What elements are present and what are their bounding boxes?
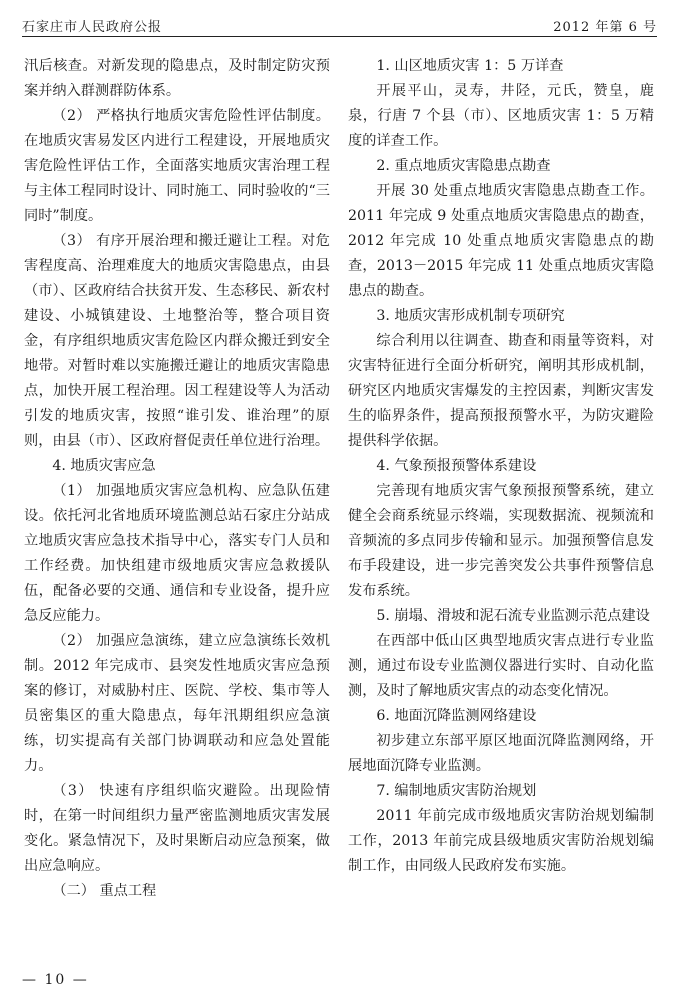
header-divider [22, 36, 657, 37]
paragraph: 汛后核查。对新发现的隐患点，及时制定防灾预案并纳入群测群防体系。 [24, 58, 330, 99]
section-heading: （二） 重点工程 [52, 883, 157, 899]
paragraph: 2011 年前完成市级地质灾害防治规划编制工作，2013 年前完成县级地质灾害防治规划编制工作，由同级人民政府发布实施。 [348, 808, 654, 874]
paragraph: 开展 30 处重点地质灾害隐患点勘查工作。2011 年完成 9 处重点地质灾害隐患点的勘查，2012 年完成 10 处重点地质灾害隐患点的勘查，2013－2015 年完成 11 处重点地质灾害隐患点的勘查。 [348, 183, 654, 299]
page-number: — 10 — [22, 972, 89, 988]
section-heading: 5. 崩塌、滑坡和泥石流专业监测示范点建设 [376, 608, 650, 624]
section-heading: 1. 山区地质灾害 1：5 万详查 [376, 58, 564, 74]
paragraph: 在西部中低山区典型地质灾害点进行专业监测，通过布设专业监测仪器进行实时、自动化监测，及时了解地质灾害点的动态变化情况。 [348, 633, 654, 699]
right-column [348, 54, 654, 879]
issue-label: 2012 年第 6 号 [553, 20, 657, 35]
section-heading: 3. 地质灾害形成机制专项研究 [376, 308, 565, 324]
paragraph: （2） 严格执行地质灾害危险性评估制度。在地质灾害易发区内进行工程建设，开展地质灾害危险性评估工作，全面落实地质灾害治理工程与主体工程同时设计、同时施工、同时验收的“三同时”制度。 [24, 108, 330, 224]
paragraph: 综合利用以往调查、勘查和雨量等资料，对灾害特征进行全面分析研究，阐明其形成机制，研究区内地质灾害爆发的主控因素，判断灾害发生的临界条件，提高预报预警水平，为防灾避险提供科学依据。 [348, 333, 654, 449]
paragraph: 完善现有地质灾害气象预报预警系统，建立健全会商系统显示终端，实现数据流、视频流和音频流的多点同步传输和显示。加强预警信息发布手段建设，进一步完善突发公共事件预警信息发布系统。 [348, 483, 654, 599]
section-heading: 6. 地面沉降监测网络建设 [376, 708, 537, 724]
left-column [24, 54, 330, 904]
section-heading: 7. 编制地质灾害防治规划 [376, 783, 537, 799]
paragraph: （3） 快速有序组织临灾避险。出现险情时，在第一时间组织力量严密监测地质灾害发展变化。紧急情况下，及时果断启动应急预案，做出应急响应。 [24, 783, 330, 874]
section-heading: 4. 地质灾害应急 [52, 458, 156, 474]
publication-title: 石家庄市人民政府公报 [22, 20, 163, 35]
section-heading: 4. 气象预报预警体系建设 [376, 458, 537, 474]
paragraph: （2） 加强应急演练，建立应急演练长效机制。2012 年完成市、县突发性地质灾害应急预案的修订，对威胁村庄、医院、学校、集市等人员密集区的重大隐患点，每年汛期组织应急演练，切实提高有关部门协调联动和应急处置能力。 [24, 633, 330, 774]
paragraph: （3） 有序开展治理和搬迁避让工程。对危害程度高、治理难度大的地质灾害隐患点，由县（市）、区政府结合扶贫开发、生态移民、新农村建设、小城镇建设、土地整治等，整合项目资金，有序组织地质灾害危险区内群众搬迁到安全地带。对暂时难以实施搬迁避让的地质灾害隐患点，加快开展工程治理。因工程建设等人为活动引发的地质灾害，按照“谁引发、谁治理”的原则，由县（市）、区政府督促责任单位进行治理。 [24, 233, 330, 449]
section-heading: 2. 重点地质灾害隐患点勘查 [376, 158, 551, 174]
paragraph: 开展平山，灵寿，井陉，元氏，赞皇，鹿泉，行唐 7 个县（市）、区地质灾害 1：5 万精度的详查工作。 [348, 83, 654, 149]
paragraph: （1） 加强地质灾害应急机构、应急队伍建设。依托河北省地质环境监测总站石家庄分站成立地质灾害应急技术指导中心，落实专门人员和工作经费。加快组建市级地质灾害应急救援队伍，配备必要的交通、通信和专业设备，提升应急反应能力。 [24, 483, 330, 624]
page-header [22, 12, 657, 34]
paragraph: 初步建立东部平原区地面沉降监测网络，开展地面沉降专业监测。 [348, 733, 654, 774]
